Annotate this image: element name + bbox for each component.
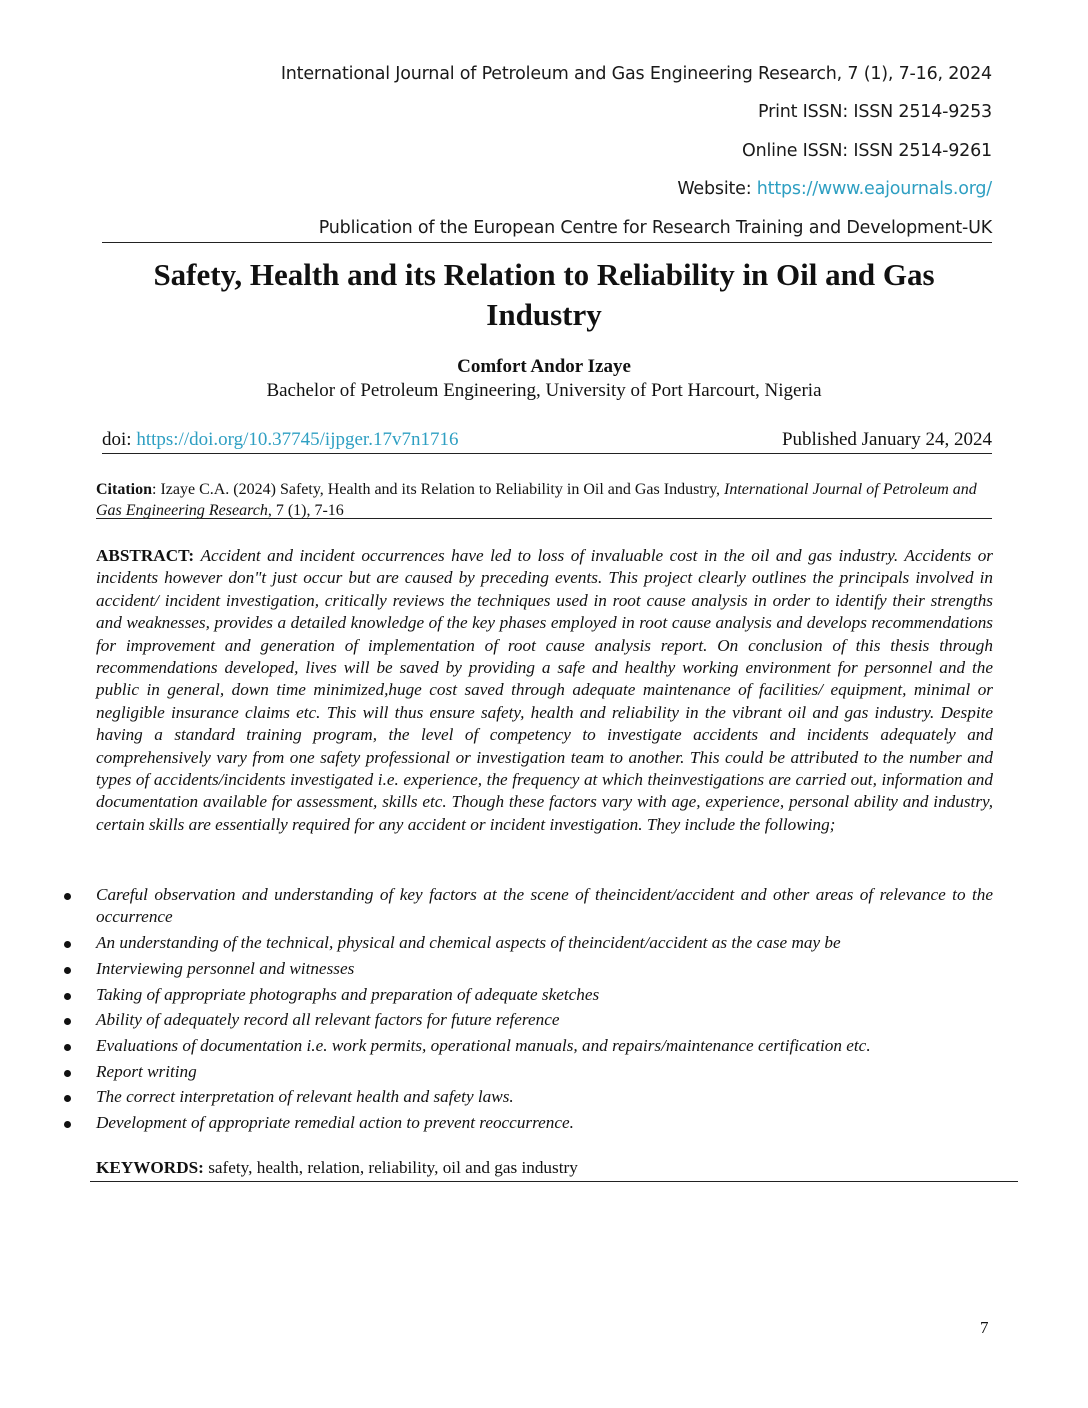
author-name: Comfort Andor Izaye [457, 356, 631, 377]
list-item [60, 1035, 993, 1057]
list-item-text: Report writing [96, 1061, 197, 1081]
author-affiliation: Bachelor of Petroleum Engineering, University of Port Harcourt, Nigeria [266, 380, 822, 401]
online-issn: Online ISSN: ISSN 2514-9261 [742, 141, 992, 161]
list-item-text: The correct interpretation of relevant health and safety laws. [96, 1087, 514, 1107]
doi-link[interactable]: https://doi.org/10.37745/ijpger.17v7n1716 [136, 429, 459, 450]
bullet-icon [64, 1121, 71, 1128]
publisher-line: Publication of the European Centre for Research Training and Development-UK [318, 218, 992, 238]
list-item [60, 1112, 993, 1134]
citation-divider [96, 518, 992, 519]
doi-label: doi: [102, 429, 137, 450]
bullet-icon [64, 1044, 71, 1051]
bullet-icon [64, 1018, 71, 1025]
keywords-line [96, 1158, 578, 1178]
published-date: Published January 24, 2024 [781, 429, 992, 450]
header-divider [102, 242, 992, 243]
doi-row [102, 429, 992, 451]
citation-text: : Izaye C.A. (2024) Safety, Health and its Relation to Reliability in Oil and Gas Industry, [152, 481, 725, 498]
list-item [60, 958, 993, 980]
list-item [60, 1086, 993, 1108]
citation-block [96, 479, 992, 521]
abstract-text: Accident and incident occurrences have led to loss of invaluable cost in the oil and gas industry. Accidents or incidents however don"t just occur but are caused by preceding events. This project clearly outlines the principals involved in accident/ incident investigation, critically reviews the techniques used in root cause analysis in order to identify their strengths and weaknesses, provides a detailed knowledge of the key phases employed in root cause analysis and develops recommendations for improvement and generation of implementation of root cause analysis report. On conclusion of this thesis through recommendations developed, lives will be saved by providing a safe and healthy working environment for personnel and the public in general, down time minimized,huge cost saved through adequate maintenance of facilities/ equipment, minimal or negligible insurance claims etc. This will thus ensure safety, health and reliability in the vibrant oil and gas industry. Despite having a standard training program, the level of competency to investigate accidents and incidents adequately and comprehensively vary from one safety professional or investigation team to another. This could be attributed to the number and types of accidents/incidents investigated i.e. experience, the frequency at which theinvestigations are carried out, information and documentation available for assessment, skills etc. Though these factors vary with age, experience, personal ability and industry, certain skills are essentially required for any accident or incident investigation. They include the following; [96, 546, 993, 834]
website-line [677, 179, 992, 199]
list-item [60, 884, 993, 929]
citation-label: Citation [96, 481, 152, 498]
bullet-icon [64, 967, 71, 974]
list-item [60, 1061, 993, 1083]
list-item [60, 984, 993, 1006]
website-label: Website: [677, 179, 757, 199]
list-item-text: Taking of appropriate photographs and preparation of adequate sketches [96, 984, 600, 1004]
bullet-icon [64, 941, 71, 948]
list-item-text: An understanding of the technical, physical and chemical aspects of theincident/accident as the case may be [96, 933, 841, 953]
keywords-text: safety, health, relation, reliability, oil and gas industry [203, 1158, 578, 1177]
keywords-label: KEYWORDS: [96, 1158, 204, 1177]
list-item-text: Development of appropriate remedial action to prevent reoccurrence. [96, 1113, 574, 1133]
abstract-label: ABSTRACT: [96, 546, 195, 565]
skills-list [60, 884, 993, 1138]
list-item [60, 932, 993, 954]
list-item [60, 1009, 993, 1031]
bullet-icon [64, 1095, 71, 1102]
bullet-icon [64, 1070, 71, 1077]
list-item-text: Evaluations of documentation i.e. work permits, operational manuals, and repairs/maintenance certification etc. [96, 1035, 871, 1055]
page-number: 7 [980, 1318, 989, 1337]
article-title: Safety, Health and its Relation to Reliability in Oil and Gas Industry [153, 257, 935, 332]
print-issn: Print ISSN: ISSN 2514-9253 [758, 102, 992, 122]
journal-header-line: International Journal of Petroleum and Gas Engineering Research, 7 (1), 7-16, 2024 [280, 64, 992, 84]
citation-volume: , 7 (1), 7-16 [267, 502, 344, 519]
list-item-text: Ability of adequately record all relevant factors for future reference [96, 1010, 560, 1030]
doi-line [102, 429, 458, 451]
bullet-icon [64, 893, 71, 900]
doi-divider [102, 453, 992, 454]
abstract [96, 545, 993, 836]
citation-journal: International Journal of Petroleum and Gas Engineering Research [96, 481, 977, 519]
list-item-text: Interviewing personnel and witnesses [96, 958, 355, 978]
website-link[interactable]: https://www.eajournals.org/ [756, 179, 992, 199]
bullet-icon [64, 993, 71, 1000]
keywords-divider [90, 1181, 1018, 1182]
list-item-text: Careful observation and understanding of key factors at the scene of theincident/accident and other areas of relevance to the occurrence [96, 885, 993, 927]
